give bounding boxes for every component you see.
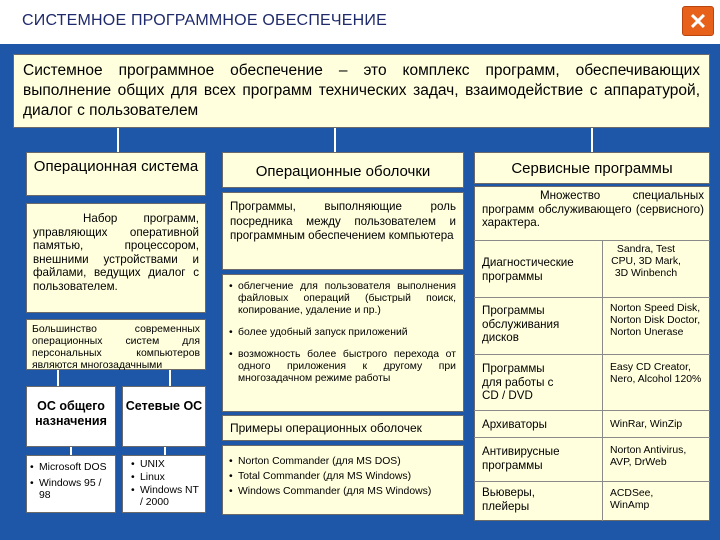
row-examples: Sandra, Test CPU, 3D Mark, 3D Winbench — [611, 244, 681, 279]
table-row — [474, 481, 710, 521]
row-category: Антивирусные программы — [482, 445, 560, 472]
row-examples: WinRar, WinZip — [610, 419, 683, 430]
table-row — [474, 297, 710, 354]
service-title-box: Сервисные программы — [474, 152, 710, 184]
list-item: • UNIX — [131, 459, 201, 471]
service-description: Множество специальных программ обслуживающего (сервисного) характера. — [482, 189, 704, 229]
table-column-divider — [602, 240, 603, 521]
definition-box: Системное программное обеспечение – это комплекс программ, обеспечивающих выполнение общих для всех программ технических задач, взаимодействие с аппаратурой, диалог с пользователем — [13, 54, 710, 128]
row-category: Программы для работы с CD / DVD — [482, 362, 554, 402]
row-category: Программы обслуживания дисков — [482, 304, 560, 344]
table-row — [474, 437, 710, 481]
close-button[interactable]: ✕ — [682, 6, 714, 36]
os-general-title: ОС общего назначения — [26, 386, 116, 447]
shells-examples-title: Примеры операционных оболочек — [222, 415, 464, 441]
row-category: Вьюверы, плейеры — [482, 486, 535, 513]
table-row — [474, 410, 710, 437]
list-item: • Linux — [131, 472, 201, 484]
row-examples: Norton Antivirus, AVP, DrWeb — [610, 445, 687, 468]
list-item: • облегчение для пользователя выполнения файловых операций (быстрый поиск, копирование, удаление и пр.) — [229, 281, 456, 317]
row-category: Диагностические программы — [482, 256, 574, 283]
row-examples: Easy CD Creator, Nero, Alcohol 120% — [610, 362, 702, 385]
os-general-list — [26, 455, 116, 513]
shells-title-box: Операционные оболочки — [222, 152, 464, 188]
shells-examples-list — [222, 445, 464, 515]
page-title: СИСТЕМНОЕ ПРОГРАММНОЕ ОБЕСПЕЧЕНИЕ — [22, 12, 387, 29]
list-item: • Windows NT / 2000 — [131, 485, 201, 509]
row-examples: Norton Speed Disk, Norton Disk Doctor, Norton Unerase — [610, 303, 701, 338]
list-item: • Windows 95 / 98 — [30, 478, 111, 502]
os-description: Набор программ, управляющих оперативной памятью, процессором, внешними устройствами и файлами, ведущих диалог с пользователем. — [26, 203, 206, 313]
shells-features — [222, 274, 464, 412]
shells-description: Программы, выполняющие роль посредника между пользователем и программным обеспечением компьютера — [222, 192, 464, 270]
list-item: • Microsoft DOS — [30, 462, 111, 474]
list-item: • Norton Commander (для MS DOS) — [229, 456, 456, 468]
list-item: • Windows Commander (для MS Windows) — [229, 486, 456, 498]
service-table — [474, 240, 710, 521]
list-item: • возможность более быстрого перехода от одного приложения к другому при многозадачном режиме работы — [229, 349, 456, 385]
table-row — [474, 240, 710, 297]
os-network-list — [122, 455, 206, 513]
row-category: Архиваторы — [482, 418, 547, 431]
list-item: • Total Commander (для MS Windows) — [229, 471, 456, 483]
row-examples: ACDSee, WinAmp — [610, 488, 654, 511]
table-row — [474, 354, 710, 410]
os-network-title: Сетевые ОС — [122, 386, 206, 447]
os-title-box: Операционная система — [26, 152, 206, 196]
list-item: • более удобный запуск приложений — [229, 327, 456, 339]
os-multitask-note: Большинство современных операционных систем для персональных компьютеров являются многозадачными — [26, 319, 206, 370]
